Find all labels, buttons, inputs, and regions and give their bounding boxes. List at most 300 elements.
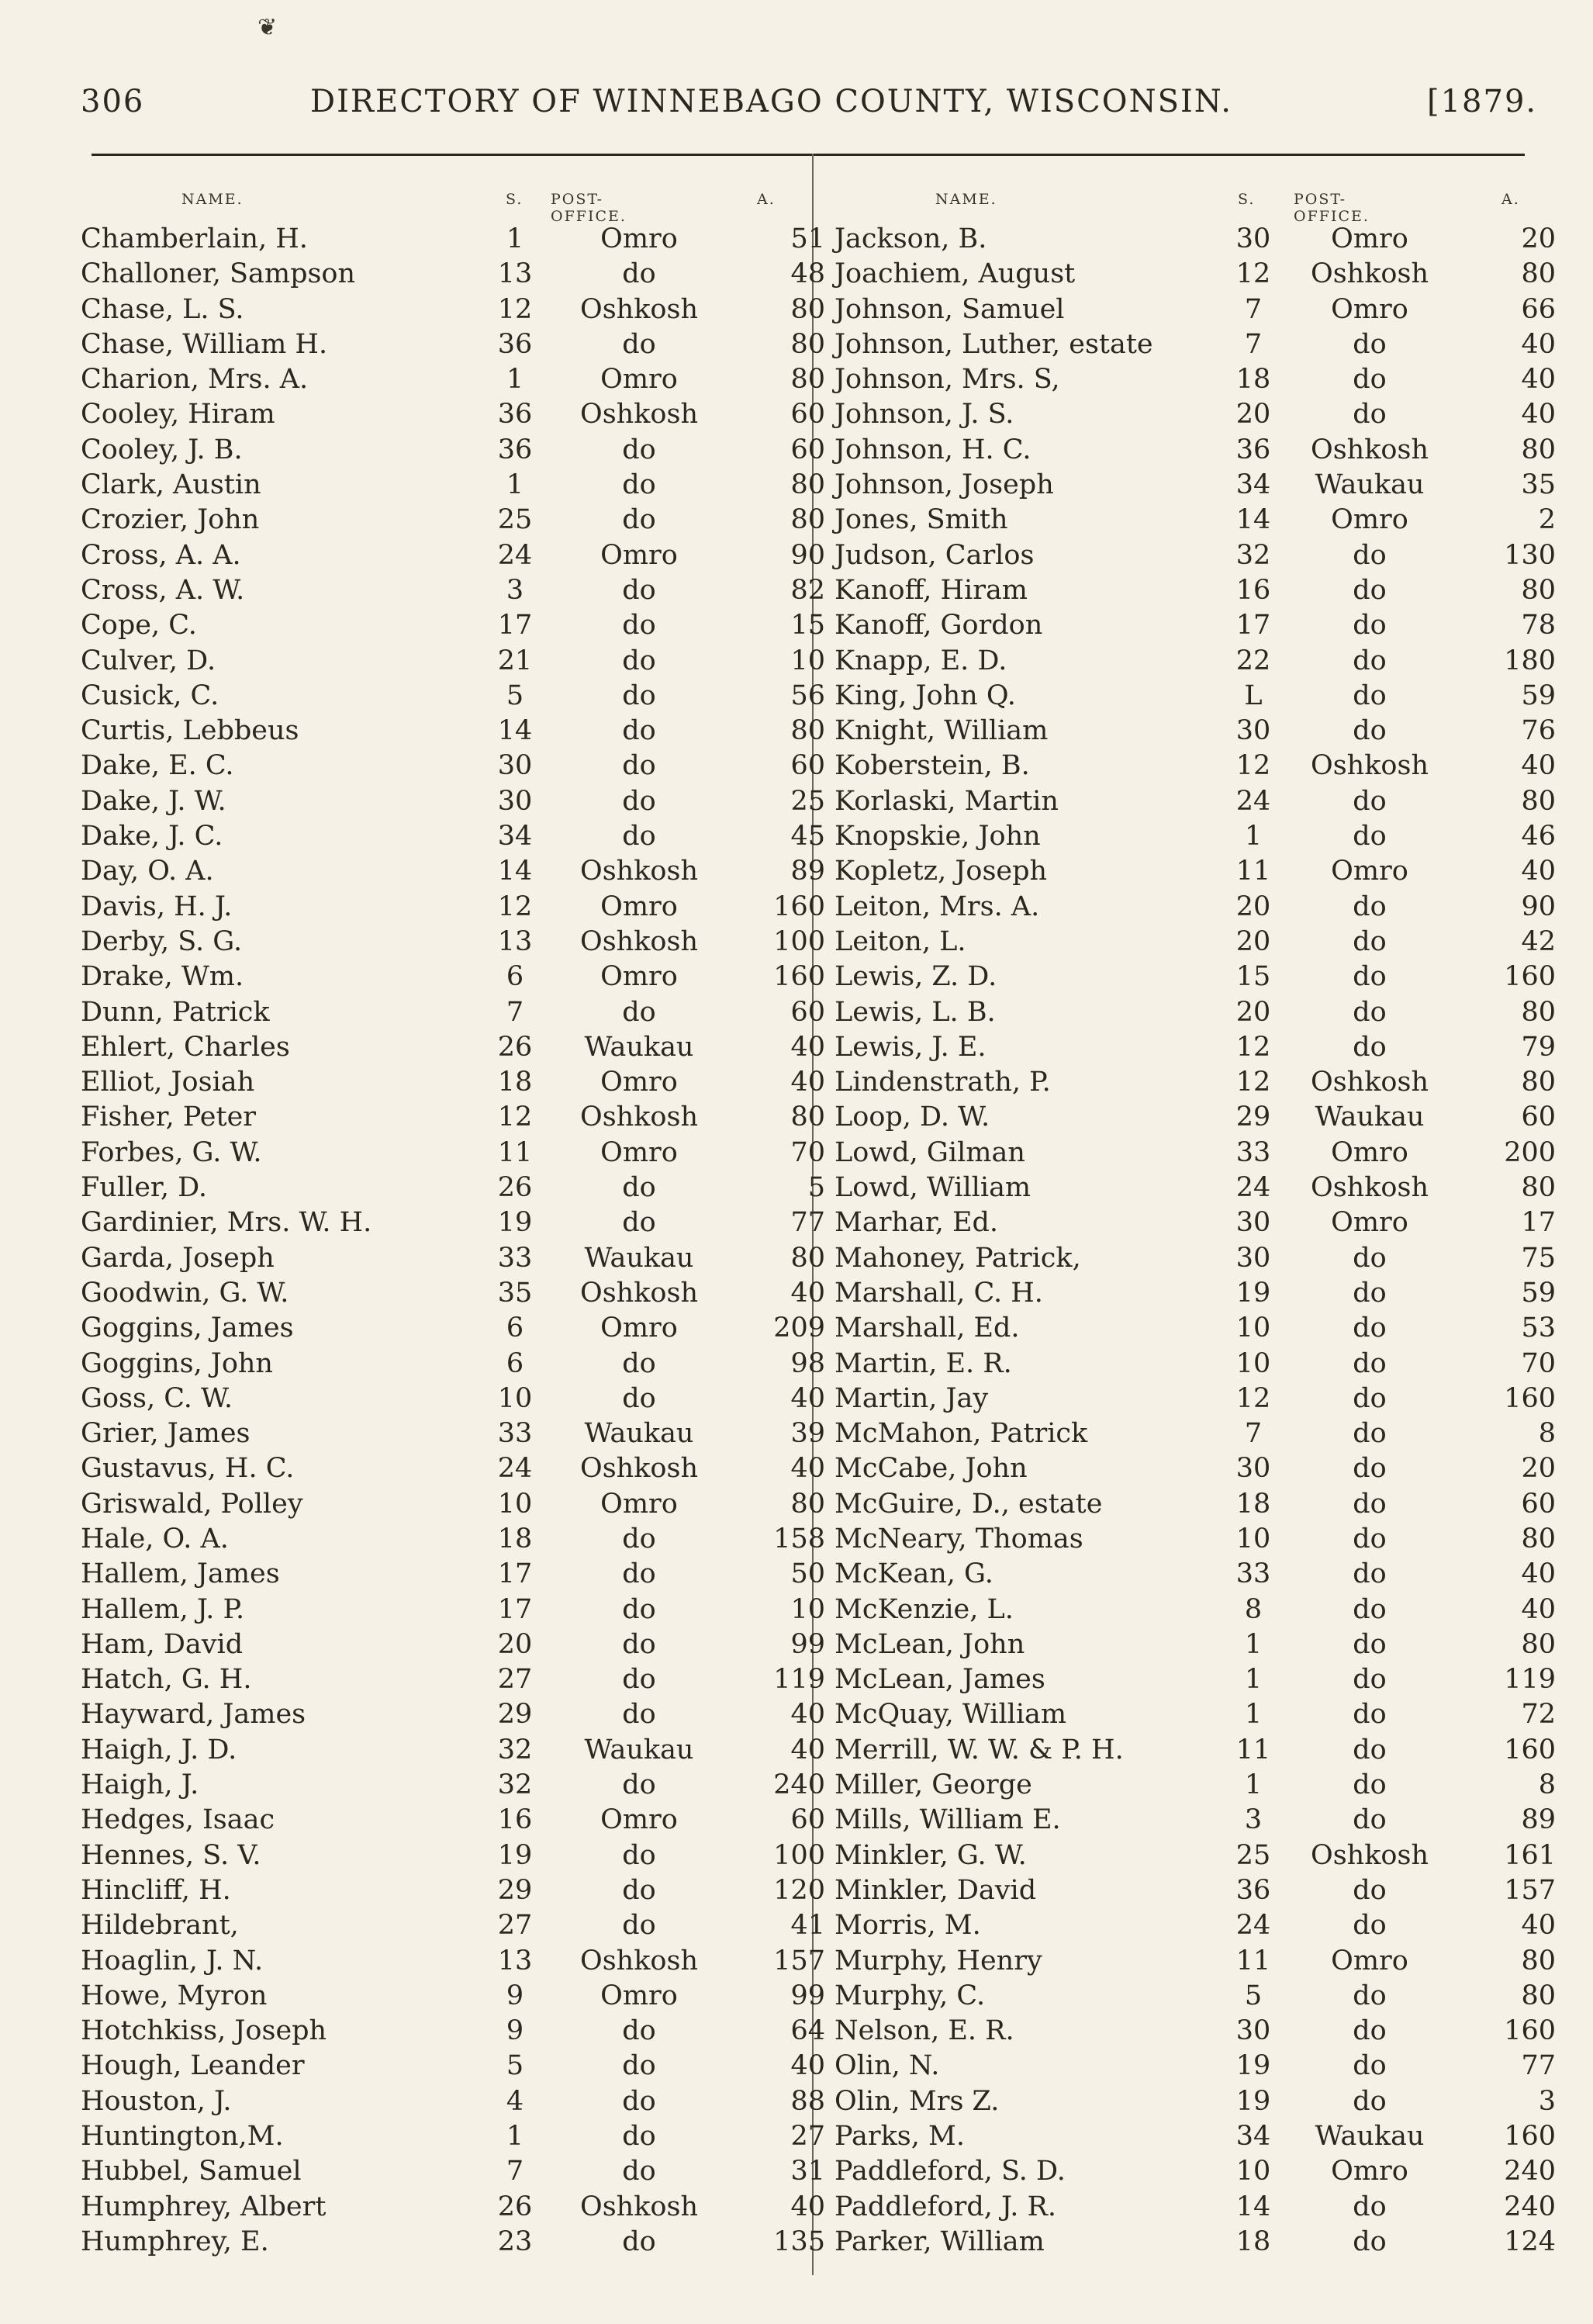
- entry-post-office: do: [622, 610, 656, 642]
- entry-name: Dunn, Patrick: [81, 996, 270, 1028]
- entry-post-office: do: [622, 328, 656, 360]
- entry-post-office: do: [1353, 1558, 1387, 1590]
- entry-post-office: do: [1353, 2085, 1387, 2117]
- entry-section: 13: [497, 1945, 533, 1976]
- entry-acres: 40: [1521, 328, 1556, 360]
- entry-post-office: Oshkosh: [580, 2191, 698, 2222]
- header-acres: A.: [1501, 191, 1520, 208]
- entry-post-office: do: [1353, 1523, 1387, 1555]
- entry-name: Hale, O. A.: [81, 1523, 229, 1555]
- entry-post-office: do: [622, 1769, 656, 1801]
- entry-post-office: do: [1353, 1664, 1387, 1696]
- entry-name: Johnson, H. C.: [835, 434, 1031, 465]
- entry-post-office: do: [1353, 1418, 1387, 1450]
- entry-section: 1: [1244, 1699, 1263, 1731]
- entry-section: 30: [1235, 2015, 1271, 2047]
- header-section: S.: [1238, 191, 1256, 208]
- entry-name: Mahoney, Patrick,: [835, 1242, 1081, 1274]
- entry-name: Goggins, James: [81, 1312, 294, 1344]
- entry-acres: 20: [1521, 1453, 1556, 1485]
- entry-acres: 99: [790, 1628, 825, 1660]
- entry-section: 26: [497, 1031, 533, 1063]
- entry-acres: 60: [790, 750, 825, 782]
- entry-acres: 3: [1538, 2085, 1556, 2117]
- entry-name: Davis, H. J.: [81, 891, 233, 922]
- entry-section: 7: [506, 996, 524, 1028]
- entry-name: Lowd, William: [835, 1172, 1031, 1204]
- entry-post-office: Omro: [1331, 1945, 1408, 1976]
- entry-acres: 80: [1521, 1523, 1556, 1555]
- entry-acres: 98: [790, 1347, 825, 1379]
- entry-acres: 40: [790, 1734, 825, 1765]
- entry-name: Martin, E. R.: [835, 1347, 1012, 1379]
- entry-section: 30: [1235, 1242, 1271, 1274]
- entry-section: 36: [1235, 434, 1271, 465]
- entry-section: 18: [497, 1523, 533, 1555]
- entry-section: 18: [1235, 364, 1271, 396]
- entry-section: 10: [1235, 1312, 1271, 1344]
- entry-section: 13: [497, 925, 533, 957]
- entry-section: 10: [497, 1488, 533, 1520]
- entry-name: Parks, M.: [835, 2121, 965, 2153]
- entry-acres: 15: [790, 610, 825, 642]
- entry-acres: 160: [773, 961, 825, 993]
- entry-acres: 40: [1521, 856, 1556, 887]
- entry-section: 6: [506, 1347, 524, 1379]
- entry-name: McCabe, John: [835, 1453, 1028, 1485]
- entry-name: Haigh, J. D.: [81, 1734, 237, 1765]
- entry-post-office: do: [1353, 1769, 1387, 1801]
- entry-post-office: do: [622, 1874, 656, 1906]
- entry-name: McKean, G.: [835, 1558, 993, 1590]
- entry-section: 14: [497, 715, 533, 747]
- entry-name: Cusick, C.: [81, 680, 219, 711]
- entry-section: 26: [497, 2191, 533, 2222]
- entry-acres: 39: [790, 1418, 825, 1450]
- entry-acres: 160: [1504, 2015, 1556, 2047]
- entry-post-office: Omro: [1331, 293, 1408, 325]
- entry-section: 24: [1235, 1910, 1271, 1942]
- entry-post-office: do: [622, 996, 656, 1028]
- entry-name: Hatch, G. H.: [81, 1664, 252, 1696]
- entry-post-office: do: [622, 645, 656, 676]
- entry-section: 12: [1235, 1382, 1271, 1414]
- entry-name: Ehlert, Charles: [81, 1031, 290, 1063]
- entry-post-office: do: [622, 1910, 656, 1942]
- entry-post-office: Oshkosh: [580, 925, 698, 957]
- entry-name: Hough, Leander: [81, 2050, 305, 2082]
- entry-name: Dake, J. C.: [81, 821, 223, 852]
- entry-name: McLean, James: [835, 1664, 1045, 1696]
- entry-section: 32: [497, 1769, 533, 1801]
- entry-post-office: do: [622, 2121, 656, 2153]
- entry-name: Johnson, J. S.: [835, 399, 1014, 431]
- entry-name: Hotchkiss, Joseph: [81, 2015, 327, 2047]
- entry-post-office: do: [1353, 539, 1387, 571]
- entry-name: Goss, C. W.: [81, 1382, 233, 1414]
- entry-post-office: do: [1353, 1980, 1387, 2011]
- entry-name: Merrill, W. W. & P. H.: [835, 1734, 1124, 1765]
- entry-name: Hedges, Isaac: [81, 1804, 275, 1836]
- entry-acres: 130: [1504, 539, 1556, 571]
- entry-post-office: do: [1353, 610, 1387, 642]
- entry-acres: 42: [1521, 925, 1556, 957]
- entry-name: Ham, David: [81, 1628, 244, 1660]
- entry-acres: 5: [807, 1172, 825, 1204]
- entry-section: 13: [497, 258, 533, 290]
- entry-post-office: Oshkosh: [1311, 258, 1429, 290]
- entry-name: Garda, Joseph: [81, 1242, 275, 1274]
- entry-name: Gustavus, H. C.: [81, 1453, 295, 1485]
- entry-section: 7: [1244, 293, 1263, 325]
- entry-section: 34: [1235, 469, 1271, 501]
- entry-section: 6: [506, 961, 524, 993]
- entry-section: 29: [1235, 1101, 1271, 1133]
- entry-acres: 119: [1504, 1664, 1556, 1696]
- entry-acres: 100: [773, 925, 825, 957]
- entry-name: Knight, William: [835, 715, 1049, 747]
- entry-acres: 64: [790, 2015, 825, 2047]
- entry-name: Hincliff, H.: [81, 1874, 231, 1906]
- entry-section: 6: [506, 1312, 524, 1344]
- entry-name: Marshall, C. H.: [835, 1277, 1043, 1309]
- entry-post-office: Waukau: [584, 1031, 694, 1063]
- entry-acres: 120: [773, 1874, 825, 1906]
- entry-acres: 40: [790, 1382, 825, 1414]
- entry-acres: 79: [1521, 1031, 1556, 1063]
- entry-post-office: Omro: [600, 1136, 678, 1168]
- entry-name: Minkler, David: [835, 1874, 1037, 1906]
- entry-section: 18: [1235, 2225, 1271, 2257]
- entry-name: Hallem, James: [81, 1558, 280, 1590]
- entry-name: Cross, A. A.: [81, 539, 241, 571]
- entry-section: 23: [497, 2225, 533, 2257]
- entry-section: 25: [1235, 1839, 1271, 1871]
- entry-section: 14: [1235, 2191, 1271, 2222]
- entry-acres: 80: [790, 1242, 825, 1274]
- entry-post-office: do: [622, 1839, 656, 1871]
- entry-acres: 40: [1521, 1910, 1556, 1942]
- entry-section: 5: [506, 680, 524, 711]
- entry-acres: 40: [790, 1277, 825, 1309]
- entry-post-office: do: [622, 1207, 656, 1239]
- entry-section: 27: [497, 1664, 533, 1696]
- entry-name: Koberstein, B.: [835, 750, 1030, 782]
- entry-post-office: do: [1353, 328, 1387, 360]
- entry-section: 33: [1235, 1136, 1271, 1168]
- entry-section: 20: [1235, 399, 1271, 431]
- entry-acres: 17: [1521, 1207, 1556, 1239]
- entry-section: 32: [1235, 539, 1271, 571]
- entry-post-office: do: [1353, 1804, 1387, 1836]
- entry-section: 18: [1235, 1488, 1271, 1520]
- entry-name: Goggins, John: [81, 1347, 273, 1379]
- entry-acres: 59: [1521, 680, 1556, 711]
- entry-acres: 160: [1504, 1382, 1556, 1414]
- entry-name: Crozier, John: [81, 504, 260, 536]
- entry-acres: 40: [1521, 364, 1556, 396]
- entry-post-office: Omro: [1331, 2156, 1408, 2187]
- entry-name: Hildebrant,: [81, 1910, 239, 1942]
- entry-acres: 40: [790, 2050, 825, 2082]
- entry-acres: 209: [773, 1312, 825, 1344]
- entry-section: 19: [1235, 1277, 1271, 1309]
- entry-name: Lowd, Gilman: [835, 1136, 1025, 1168]
- entry-name: Curtis, Lebbeus: [81, 715, 299, 747]
- entry-section: 20: [1235, 996, 1271, 1028]
- entry-acres: 80: [790, 293, 825, 325]
- entry-section: 20: [1235, 891, 1271, 922]
- entry-name: Derby, S. G.: [81, 925, 243, 957]
- entry-acres: 90: [1521, 891, 1556, 922]
- entry-section: 30: [1235, 1453, 1271, 1485]
- header-rule: [92, 154, 1525, 156]
- entry-acres: 40: [1521, 399, 1556, 431]
- entry-section: 32: [497, 1734, 533, 1765]
- entry-acres: 80: [1521, 1172, 1556, 1204]
- entry-name: Drake, Wm.: [81, 961, 244, 993]
- entry-acres: 82: [790, 574, 825, 606]
- entry-name: Parker, William: [835, 2225, 1045, 2257]
- entry-post-office: do: [1353, 1453, 1387, 1485]
- entry-name: Paddleford, J. R.: [835, 2191, 1057, 2222]
- entry-name: Jones, Smith: [835, 504, 1008, 536]
- ornament-icon: ❦: [257, 14, 278, 41]
- entry-section: 36: [1235, 1874, 1271, 1906]
- entry-acres: 157: [1504, 1874, 1556, 1906]
- entry-acres: 77: [1521, 2050, 1556, 2082]
- entry-acres: 40: [1521, 1593, 1556, 1625]
- entry-post-office: do: [622, 1347, 656, 1379]
- entry-acres: 60: [790, 996, 825, 1028]
- entry-acres: 80: [790, 364, 825, 396]
- entry-acres: 70: [1521, 1347, 1556, 1379]
- entry-name: Murphy, Henry: [835, 1945, 1042, 1976]
- entry-post-office: do: [622, 469, 656, 501]
- entry-section: 4: [506, 2085, 524, 2117]
- entry-section: 1: [1244, 821, 1263, 852]
- entry-name: King, John Q.: [835, 680, 1016, 711]
- entry-post-office: do: [1353, 1347, 1387, 1379]
- entry-post-office: Omro: [600, 364, 678, 396]
- entry-post-office: Oshkosh: [1311, 1839, 1429, 1871]
- entry-section: 10: [1235, 1347, 1271, 1379]
- entry-post-office: do: [1353, 1277, 1387, 1309]
- entry-post-office: Oshkosh: [580, 1101, 698, 1133]
- entry-acres: 41: [790, 1910, 825, 1942]
- header-acres: A.: [757, 191, 776, 208]
- entry-section: 5: [1244, 1980, 1263, 2011]
- entry-acres: 160: [1504, 1734, 1556, 1765]
- entry-post-office: do: [622, 1593, 656, 1625]
- entry-acres: 53: [1521, 1312, 1556, 1344]
- entry-post-office: Omro: [600, 1488, 678, 1520]
- entry-section: 30: [1235, 223, 1271, 254]
- entry-section: 24: [497, 539, 533, 571]
- entry-acres: 59: [1521, 1277, 1556, 1309]
- entry-section: 12: [1235, 1031, 1271, 1063]
- entry-post-office: Omro: [600, 1804, 678, 1836]
- entry-name: Gardinier, Mrs. W. H.: [81, 1207, 372, 1239]
- entry-post-office: Oshkosh: [1311, 750, 1429, 782]
- entry-name: Johnson, Mrs. S,: [835, 364, 1060, 396]
- entry-name: Miller, George: [835, 1769, 1032, 1801]
- entry-post-office: do: [1353, 1242, 1387, 1274]
- entry-section: 25: [497, 504, 533, 536]
- entry-name: Minkler, G. W.: [835, 1839, 1027, 1871]
- entry-section: 17: [497, 1558, 533, 1590]
- entry-section: 21: [497, 645, 533, 676]
- entry-post-office: do: [622, 2085, 656, 2117]
- entry-acres: 40: [790, 1699, 825, 1731]
- entry-section: 22: [1235, 645, 1271, 676]
- entry-post-office: Oshkosh: [580, 399, 698, 431]
- entry-acres: 2: [1538, 504, 1556, 536]
- entry-section: 24: [497, 1453, 533, 1485]
- entry-post-office: do: [622, 1664, 656, 1696]
- entry-acres: 60: [1521, 1101, 1556, 1133]
- entry-section: 12: [497, 293, 533, 325]
- entry-section: 35: [497, 1277, 533, 1309]
- entry-name: Culver, D.: [81, 645, 216, 676]
- entry-name: Charion, Mrs. A.: [81, 364, 309, 396]
- entry-name: Day, O. A.: [81, 856, 214, 887]
- entry-post-office: do: [622, 1523, 656, 1555]
- entry-post-office: do: [622, 715, 656, 747]
- entry-section: 33: [497, 1418, 533, 1450]
- entry-post-office: do: [1353, 785, 1387, 817]
- entry-post-office: Waukau: [584, 1242, 694, 1274]
- entry-name: Johnson, Joseph: [835, 469, 1054, 501]
- entry-section: 10: [1235, 2156, 1271, 2187]
- entry-acres: 72: [1521, 1699, 1556, 1731]
- entry-name: Dake, J. W.: [81, 785, 226, 817]
- entry-section: 20: [1235, 925, 1271, 957]
- entry-section: 30: [1235, 1207, 1271, 1239]
- entry-acres: 40: [790, 1031, 825, 1063]
- entry-section: 1: [506, 223, 524, 254]
- entry-acres: 80: [790, 328, 825, 360]
- entry-name: Nelson, E. R.: [835, 2015, 1014, 2047]
- entry-name: McMahon, Patrick: [835, 1418, 1088, 1450]
- entry-acres: 80: [790, 504, 825, 536]
- entry-post-office: do: [622, 785, 656, 817]
- entry-section: 19: [497, 1839, 533, 1871]
- entry-name: Lindenstrath, P.: [835, 1067, 1051, 1098]
- entry-acres: 60: [790, 434, 825, 465]
- entry-acres: 99: [790, 1980, 825, 2011]
- entry-acres: 40: [790, 1067, 825, 1098]
- entry-acres: 56: [790, 680, 825, 711]
- entry-section: 29: [497, 1874, 533, 1906]
- entry-section: 36: [497, 328, 533, 360]
- entry-acres: 46: [1521, 821, 1556, 852]
- entry-section: 1: [1244, 1769, 1263, 1801]
- entry-section: 19: [1235, 2050, 1271, 2082]
- entry-post-office: do: [622, 821, 656, 852]
- entry-post-office: do: [1353, 574, 1387, 606]
- entry-name: Morris, M.: [835, 1910, 981, 1942]
- entry-post-office: Oshkosh: [1311, 1172, 1429, 1204]
- entry-post-office: Oshkosh: [580, 1945, 698, 1976]
- entry-post-office: Omro: [1331, 504, 1408, 536]
- entry-section: 34: [1235, 2121, 1271, 2153]
- entry-acres: 50: [790, 1558, 825, 1590]
- entry-acres: 161: [1504, 1839, 1556, 1871]
- entry-section: 10: [497, 1382, 533, 1414]
- entry-name: Lewis, L. B.: [835, 996, 996, 1028]
- entry-name: Lewis, Z. D.: [835, 961, 997, 993]
- entry-acres: 80: [790, 715, 825, 747]
- header-section: S.: [506, 191, 524, 208]
- entry-acres: 40: [790, 2191, 825, 2222]
- entry-section: 12: [1235, 1067, 1271, 1098]
- entry-section: 26: [497, 1172, 533, 1204]
- entry-name: Johnson, Samuel: [835, 293, 1065, 325]
- entry-acres: 8: [1538, 1769, 1556, 1801]
- entry-name: Marshall, Ed.: [835, 1312, 1020, 1344]
- entry-section: 33: [1235, 1558, 1271, 1590]
- entry-post-office: Omro: [600, 223, 678, 254]
- entry-name: Clark, Austin: [81, 469, 261, 501]
- entry-post-office: do: [622, 1172, 656, 1204]
- entry-post-office: Waukau: [584, 1734, 694, 1765]
- entry-post-office: do: [1353, 645, 1387, 676]
- entry-section: 11: [1235, 1734, 1271, 1765]
- entry-post-office: do: [1353, 821, 1387, 852]
- entry-section: 12: [1235, 258, 1271, 290]
- entry-name: Knopskie, John: [835, 821, 1041, 852]
- entry-section: 1: [1244, 1664, 1263, 1696]
- entry-name: Huntington,M.: [81, 2121, 284, 2153]
- entry-acres: 89: [790, 856, 825, 887]
- entry-acres: 77: [790, 1207, 825, 1239]
- entry-acres: 40: [1521, 750, 1556, 782]
- entry-name: Martin, Jay: [835, 1382, 989, 1414]
- entry-section: 12: [1235, 750, 1271, 782]
- entry-post-office: do: [622, 1382, 656, 1414]
- entry-post-office: do: [1353, 2225, 1387, 2257]
- entry-acres: 78: [1521, 610, 1556, 642]
- entry-acres: 48: [790, 258, 825, 290]
- entry-post-office: do: [1353, 1488, 1387, 1520]
- entry-post-office: Omro: [600, 1980, 678, 2011]
- header-post-office: POST-OFFICE.: [1294, 191, 1370, 225]
- entry-section: 3: [506, 574, 524, 606]
- entry-section: 9: [506, 2015, 524, 2047]
- entry-post-office: do: [1353, 715, 1387, 747]
- entry-section: 29: [497, 1699, 533, 1731]
- entry-post-office: do: [1353, 925, 1387, 957]
- entry-name: Griswald, Polley: [81, 1488, 303, 1520]
- entry-section: 1: [506, 364, 524, 396]
- entry-name: Chase, L. S.: [81, 293, 244, 325]
- entry-acres: 40: [1521, 1558, 1556, 1590]
- entry-acres: 80: [1521, 434, 1556, 465]
- entry-name: Paddleford, S. D.: [835, 2156, 1066, 2187]
- entry-name: Dake, E. C.: [81, 750, 234, 782]
- entry-name: Korlaski, Martin: [835, 785, 1059, 817]
- entry-post-office: Oshkosh: [580, 293, 698, 325]
- entry-post-office: do: [1353, 1312, 1387, 1344]
- entry-name: Loop, D. W.: [835, 1101, 990, 1133]
- entry-name: Leiton, Mrs. A.: [835, 891, 1040, 922]
- entry-section: 11: [1235, 856, 1271, 887]
- header-name: NAME.: [181, 191, 244, 208]
- entry-acres: 66: [1521, 293, 1556, 325]
- entry-name: Challoner, Sampson: [81, 258, 356, 290]
- entry-post-office: do: [622, 2050, 656, 2082]
